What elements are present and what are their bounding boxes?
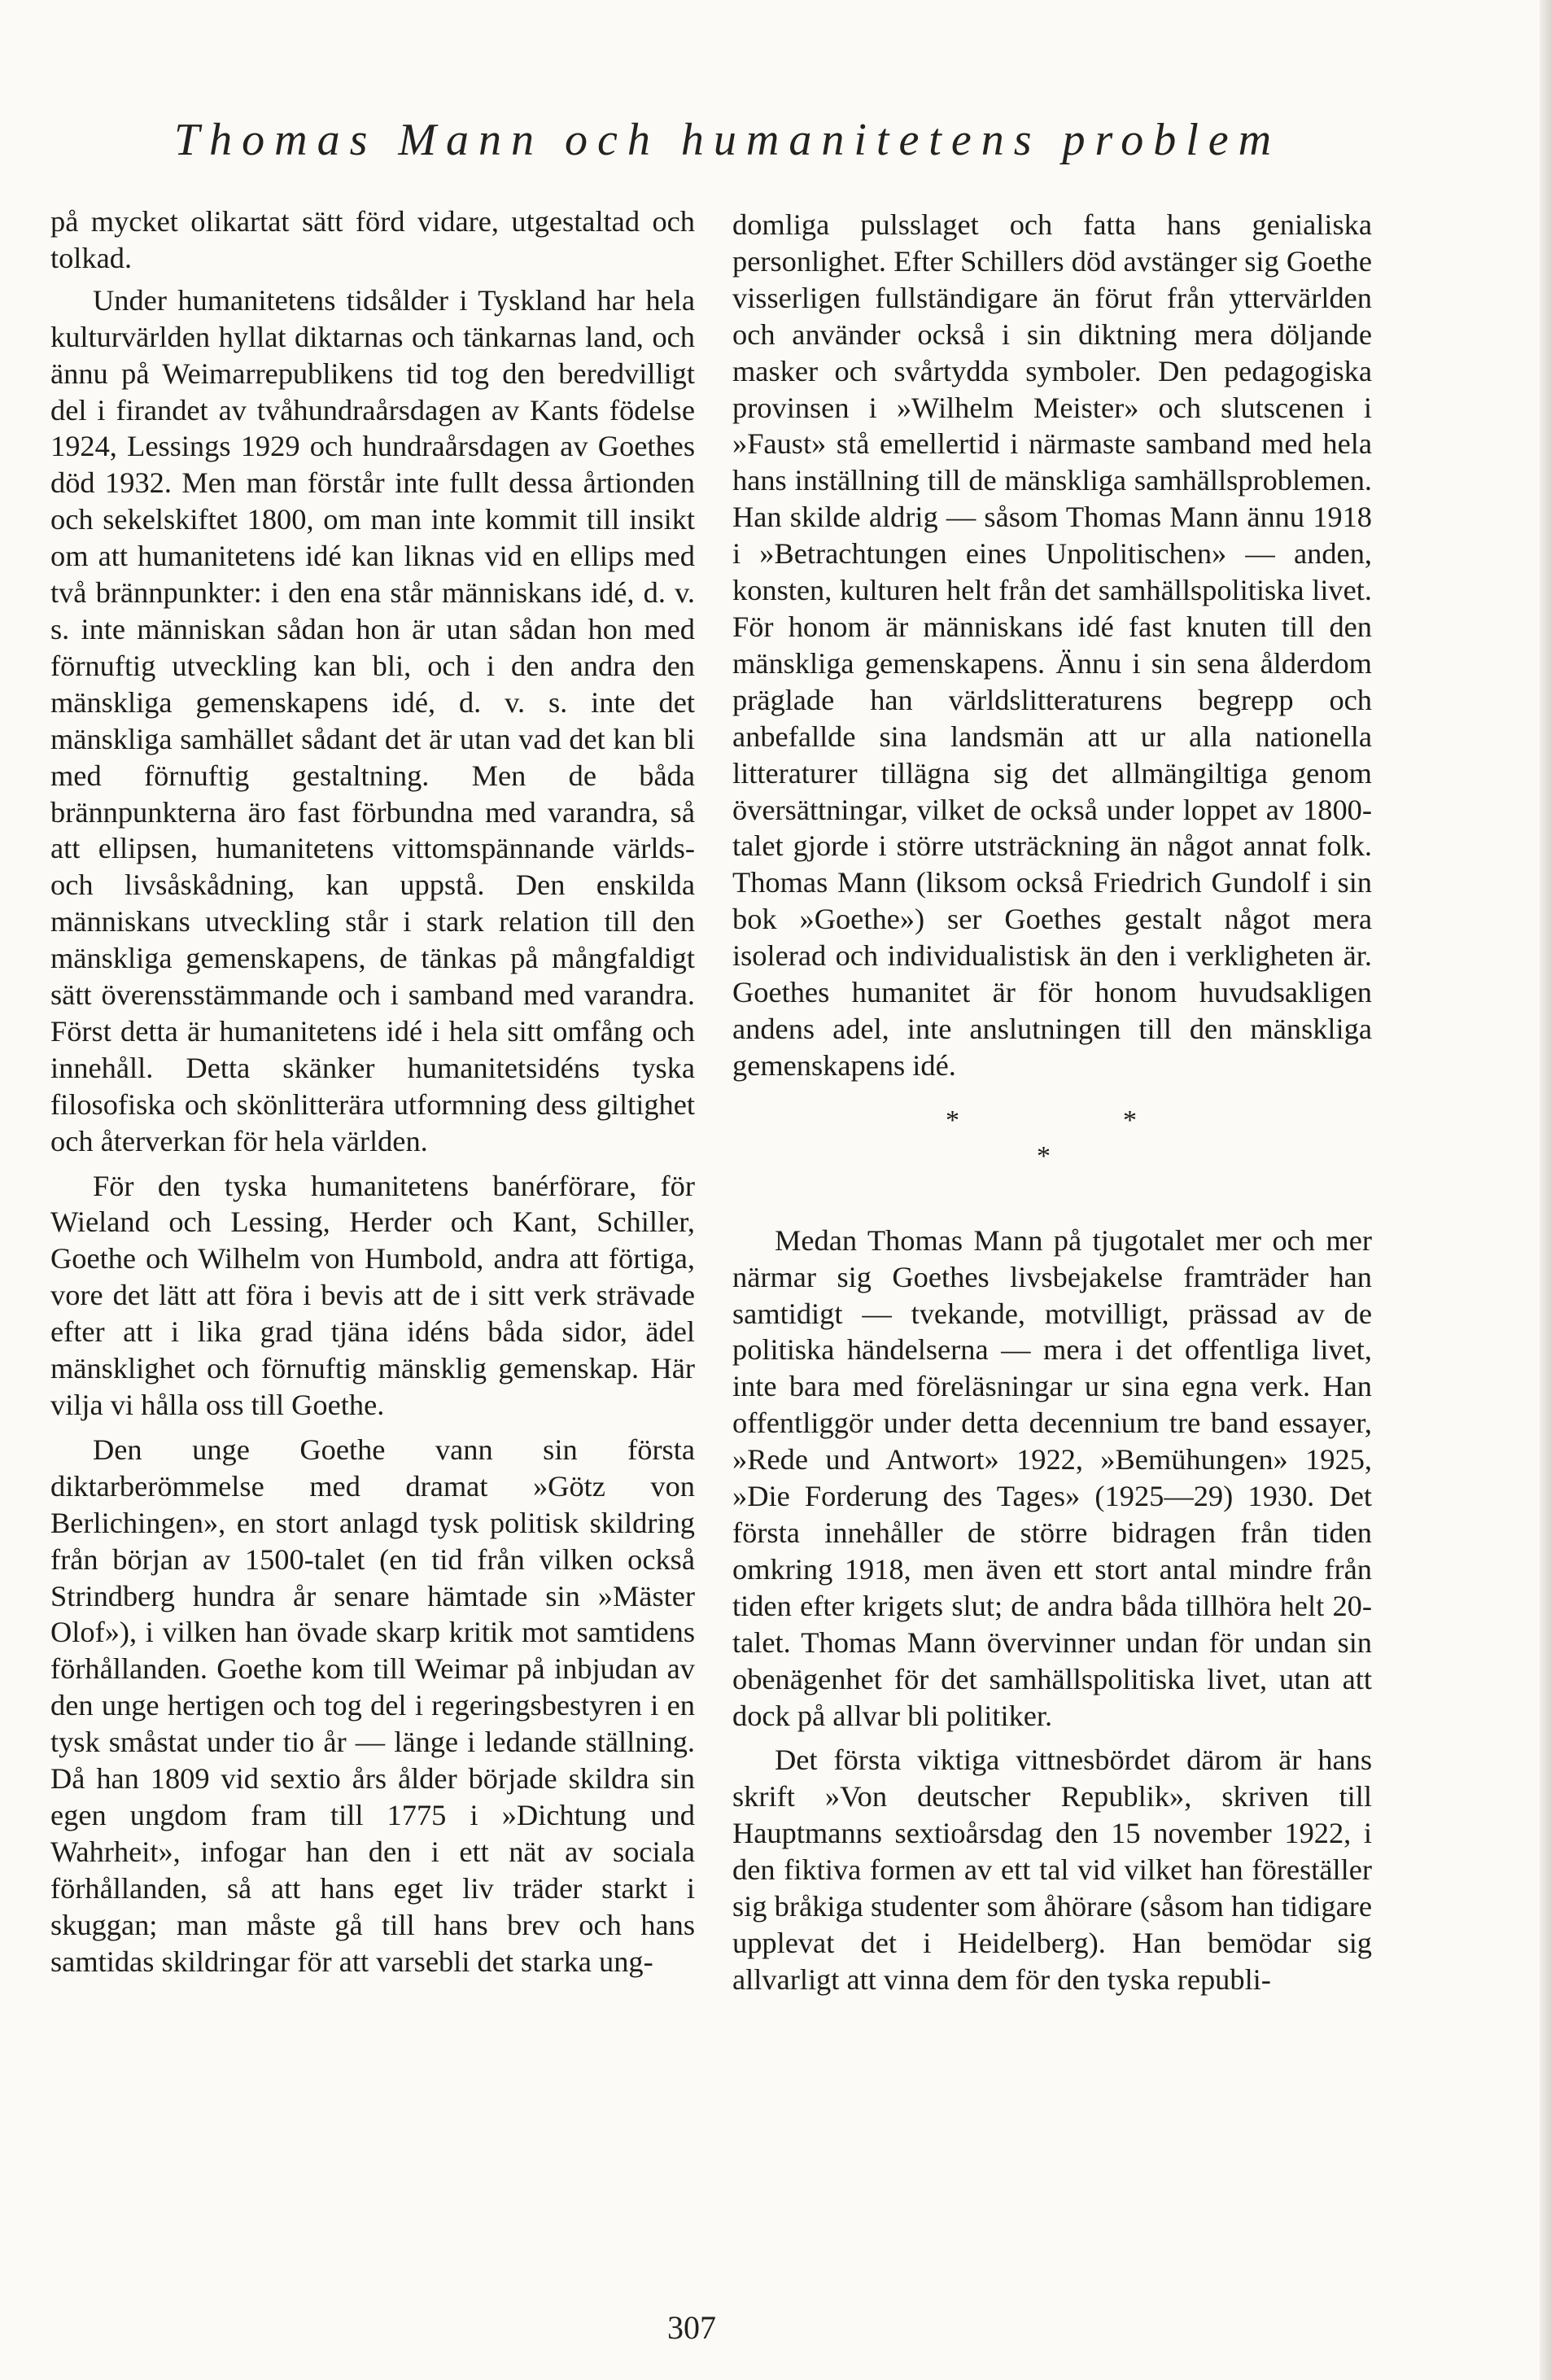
page-number: 307 [667, 2309, 716, 2346]
paragraph-continued: på mycket olikartat sätt förd vidare, utgestaltad och tolkad. [50, 205, 695, 274]
running-head-title: Thomas Mann och humanitetens problem [174, 115, 1282, 165]
left-text-column [50, 203, 695, 1980]
asterisk-ornament: * [1037, 1140, 1051, 1171]
right-text-column [732, 207, 1372, 1998]
asterisk-ornament: * [946, 1105, 959, 1135]
section-break [732, 1084, 1372, 1223]
paragraph: För den tyska humanitetens banérförare, för Wieland och Lessing, Herder och Kant, Schiller, Goethe och Wilhelm von Humbold, andra att förtiga, vore det lätt att föra i bevis att de i sitt verk strävade efter att i lika grad tjäna idéns båda sidor, ädel mänsklighet och förnuftig mänsklig gemenskap. Här vilja vi hålla oss till Goethe. [50, 1169, 695, 1421]
paragraph: Den unge Goethe vann sin första diktarberömmelse med dramat »Götz von Berlichingen», en stort anlagd tysk politisk skildring från början av 1500-talet (en tid från vilken också Strindberg hundra år senare hämtade sin »Mäster Olof»), i vilken han övade skarp kritik mot samtidens förhållanden. Goethe kom till Weimar på inbjudan av den unge hertigen och tog del i regeringsbestyren i en tysk småstat under tio år — länge i ledande ställning. Då han 1809 vid sextio års ålder började skildra sin egen ungdom fram till 1775 i »Dichtung und Wahrheit», infogar han den i ett nät av sociala förhållanden, så att hans eget liv träder starkt i skuggan; man måste gå till hans brev och hans samtidas skildringar för att varsebli det starka ung- [50, 1433, 695, 1978]
paragraph: Under humanitetens tidsålder i Tyskland har hela kulturvärlden hyllat diktarnas och tänkarnas land, och ännu på Weimarrepublikens tid tog den beredvilligt del i firandet av tvåhundraårsdagen av Kants födelse 1924, Lessings 1929 och hundraårsdagen av Goethes död 1932. Men man förstår inte fullt dessa årtionden och sekelskiftet 1800, om man inte kommit till insikt om att humanitetens idé kan liknas vid en ellips med två brännpunkter: i den ena står människans idé, d. v. s. inte människan sådan hon är utan sådan hon med förnuftig utveckling kan bli, och i den andra den mänskliga gemenskapens idé, d. v. s. inte det mänskliga samhället sådant det är utan vad det kan bli med förnuftig gestaltning. Men de båda brännpunkterna äro fast förbundna med varandra, så att ellipsen, humanitetens vittomspännande världs- och livsåskådning, kan uppstå. Den enskilda människans utveckling står i stark relation till den mänskliga gemenskapens, de tänkas på mångfaldigt sätt överensstämmande och i samband med varandra. Först detta är humanitetens idé i hela sitt omfång och innehåll. Detta skänker humanitetsidéns tyska filosofiska och skönlitterära utformning dess giltighet och återverkan för hela världen. [50, 283, 695, 1157]
paragraph: Medan Thomas Mann på tjugotalet mer och mer närmar sig Goethes livsbejakelse framträder han samtidigt — tvekande, motvilligt, prässad av de politiska händelserna — mera i det offentliga livet, inte bara med föreläsningar ur sina egna verk. Han offentliggör under detta decennium tre band essayer, »Rede und Antwort» 1922, »Bemühungen» 1925, »Die Forderung des Tages» (1925—29) 1930. Det första innehåller de större bidragen från tiden omkring 1918, men även ett stort antal mindre från tiden efter krigets slut; de andra båda tillhöra helt 20-talet. Thomas Mann övervinner undan för undan sin obenägenhet för det samhällspolitiska livet, utan att dock på allvar bli politiker. [732, 1223, 1372, 1732]
paragraph: Det första viktiga vittnesbördet därom är hans skrift »Von deutscher Republik», skriven till Hauptmanns sextioårsdag den 15 november 1922, i den fiktiva formen av ett tal vid vilket han föreställer sig bråkiga studenter som åhörare (såsom han tidigare upplevat det i Heidelberg). Han bemödar sig allvarligt att vinna dem för den tyska republi- [732, 1743, 1372, 1996]
page-edge-shadow [1540, 0, 1551, 2380]
asterisk-ornament: * [1123, 1105, 1137, 1135]
paragraph-continued: domliga pulsslaget och fatta hans genialiska personlighet. Efter Schillers död avstänger sig Goethe visserligen fullständigare än förut från yttervärlden och använder också i sin diktning mera döljande masker och svårtydda symboler. Den pedagogiska provinsen i »Wilhelm Meister» och slutscenen i »Faust» stå emellertid i närmaste samband med hela hans inställning till de mänskliga samhällsproblemen. Han skilde aldrig — såsom Thomas Mann ännu 1918 i »Betrachtungen eines Unpolitischen» — anden, konsten, kulturen helt från det samhällspolitiska livet. För honom är människans idé fast knuten till den mänskliga gemenskapens. Ännu i sin sena ålderdom präglade han världslitteraturens begrepp och anbefallde sina landsmän att ur alla nationella litteraturer tillägna sig det allmängiltiga genom översättningar, vilket de också under loppet av 1800-talet gjorde i större utsträckning än något annat folk. Thomas Mann (liksom också Friedrich Gundolf i sin bok »Goethe») ser Goethes gestalt något mera isolerad och individualistisk än den i verkligheten är. Goethes humanitet är för honom huvudsakligen andens adel, inte anslutningen till den mänskliga gemenskapens idé. [732, 208, 1372, 1082]
